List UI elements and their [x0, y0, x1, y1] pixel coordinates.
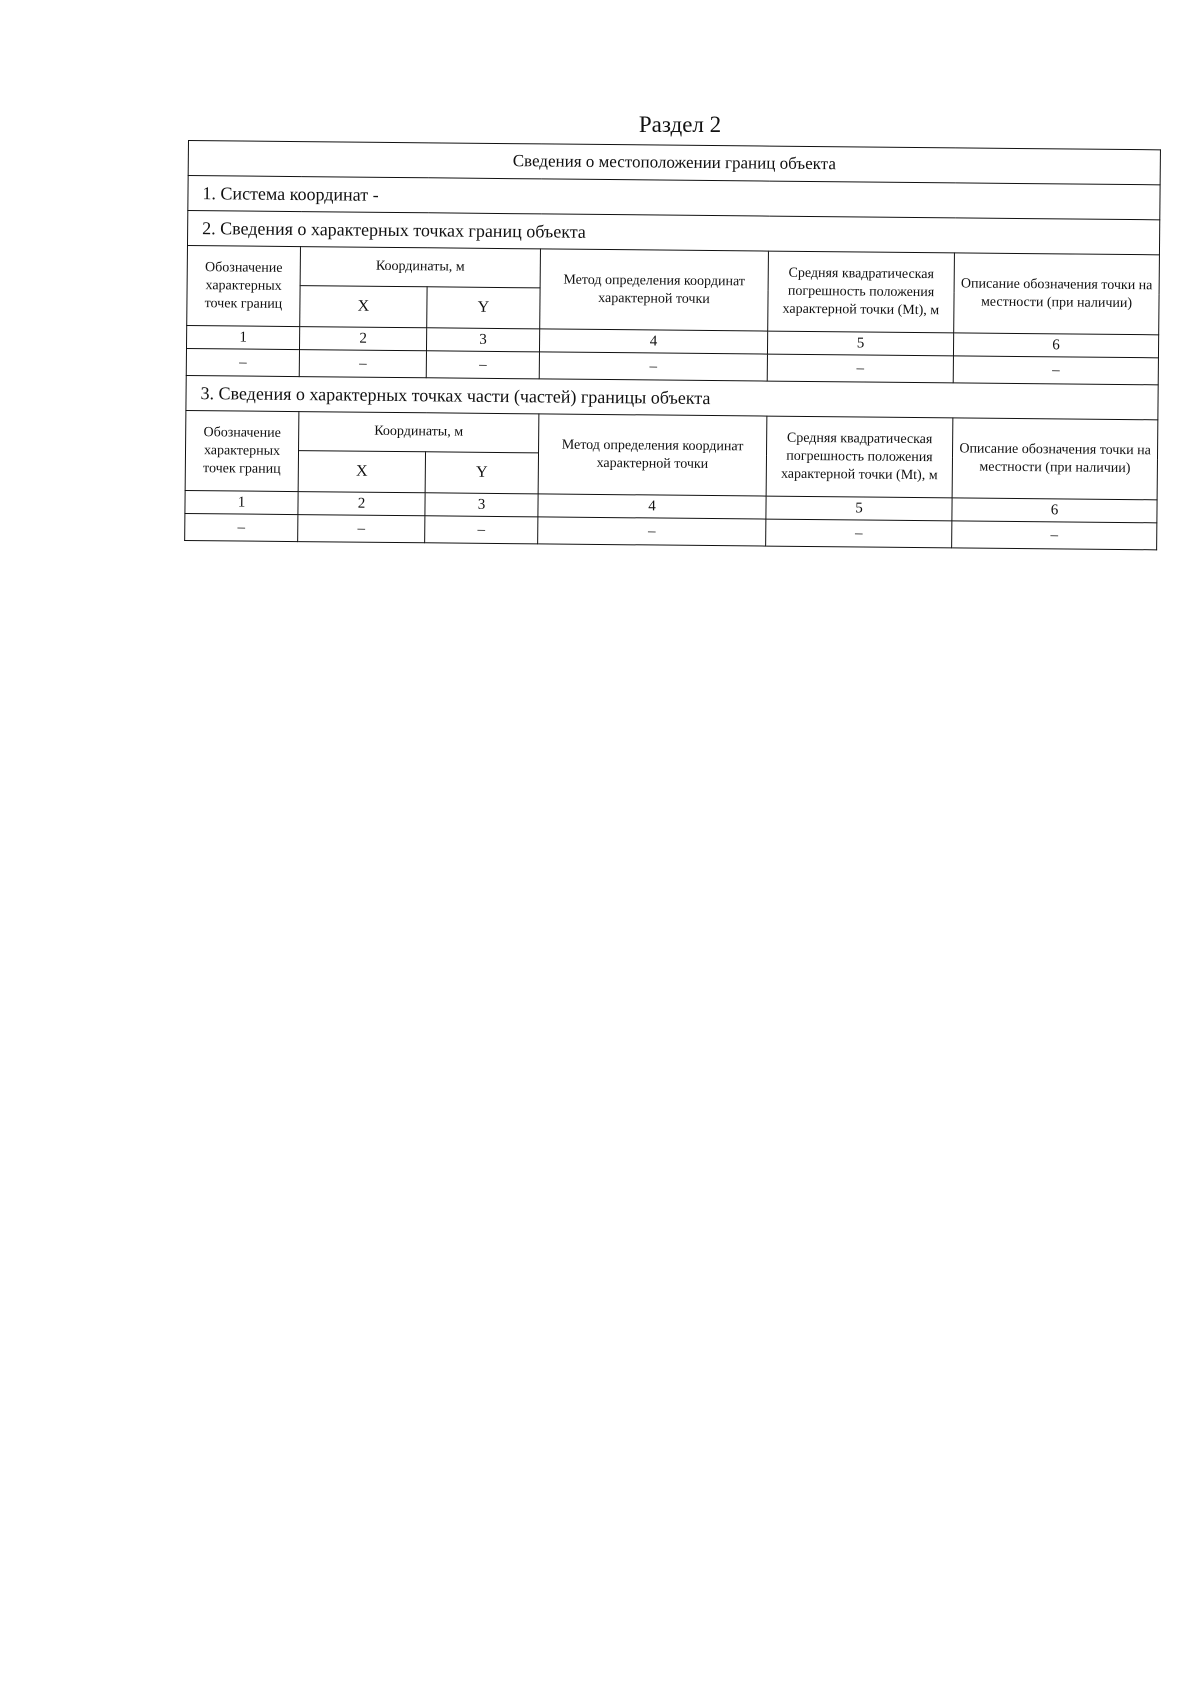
section-title: Раздел 2	[638, 112, 722, 137]
part2-col-x: X	[300, 286, 427, 328]
part3-col-designation: Обозначение характерных точек границ	[185, 410, 299, 491]
part2-cell-6: –	[953, 356, 1158, 385]
coord-system: 1. Система координат -	[188, 176, 1160, 220]
part2-num-4: 4	[539, 329, 767, 354]
part3-col-method: Метод определения координат характерной точки	[538, 414, 767, 496]
part3-col-y: Y	[425, 452, 538, 494]
part2-num-6: 6	[953, 333, 1158, 358]
part3-num-1: 1	[185, 490, 298, 514]
part2-col-description: Описание обозначения точки на местности (при наличии)	[954, 253, 1160, 335]
part3-num-4: 4	[538, 494, 766, 519]
part3-cell-5: –	[766, 519, 952, 548]
part3-num-3: 3	[425, 493, 538, 517]
part2-col-y: Y	[427, 287, 540, 329]
part2-cell-1: –	[186, 348, 299, 376]
part3-cell-3: –	[425, 516, 538, 544]
part2-col-coords: Координаты, м	[300, 247, 540, 288]
part2-col-designation: Обозначение характерных точек границ	[187, 245, 301, 326]
part3-num-6: 6	[952, 498, 1157, 523]
part3-col-x: X	[298, 451, 425, 493]
part2-col-method: Метод определения координат характерной точки	[540, 249, 769, 331]
part3-num-2: 2	[298, 492, 425, 516]
part2-cell-5: –	[767, 354, 953, 383]
part3-col-coords: Координаты, м	[299, 412, 539, 453]
part2-num-5: 5	[767, 331, 953, 356]
part3-cell-1: –	[185, 513, 298, 541]
part2-heading: 2. Сведения о характерных точках границ объекта	[187, 211, 1159, 255]
part3-cell-2: –	[298, 515, 425, 543]
part3-num-5: 5	[766, 496, 952, 521]
part3-cell-4: –	[538, 517, 766, 546]
part2-num-2: 2	[299, 327, 426, 351]
main-heading: Сведения о местоположении границ объекта	[188, 141, 1160, 185]
boundary-table	[184, 140, 1161, 550]
part2-num-3: 3	[426, 328, 539, 352]
part2-cell-2: –	[299, 350, 426, 378]
part3-heading: 3. Сведения о характерных точках части (частей) границы объекта	[186, 375, 1158, 419]
part3-col-error: Средняя квадратическая погрешность положения характерной точки (Mt), м	[766, 416, 953, 498]
part2-cell-3: –	[426, 351, 539, 379]
part3-cell-6: –	[952, 521, 1157, 550]
part2-col-error: Средняя квадратическая погрешность положения характерной точки (Mt), м	[768, 251, 955, 333]
part3-col-description: Описание обозначения точки на местности (при наличии)	[952, 418, 1158, 500]
part2-cell-4: –	[539, 352, 767, 381]
boundary-info-sheet	[184, 140, 1160, 550]
part2-num-1: 1	[186, 325, 299, 349]
